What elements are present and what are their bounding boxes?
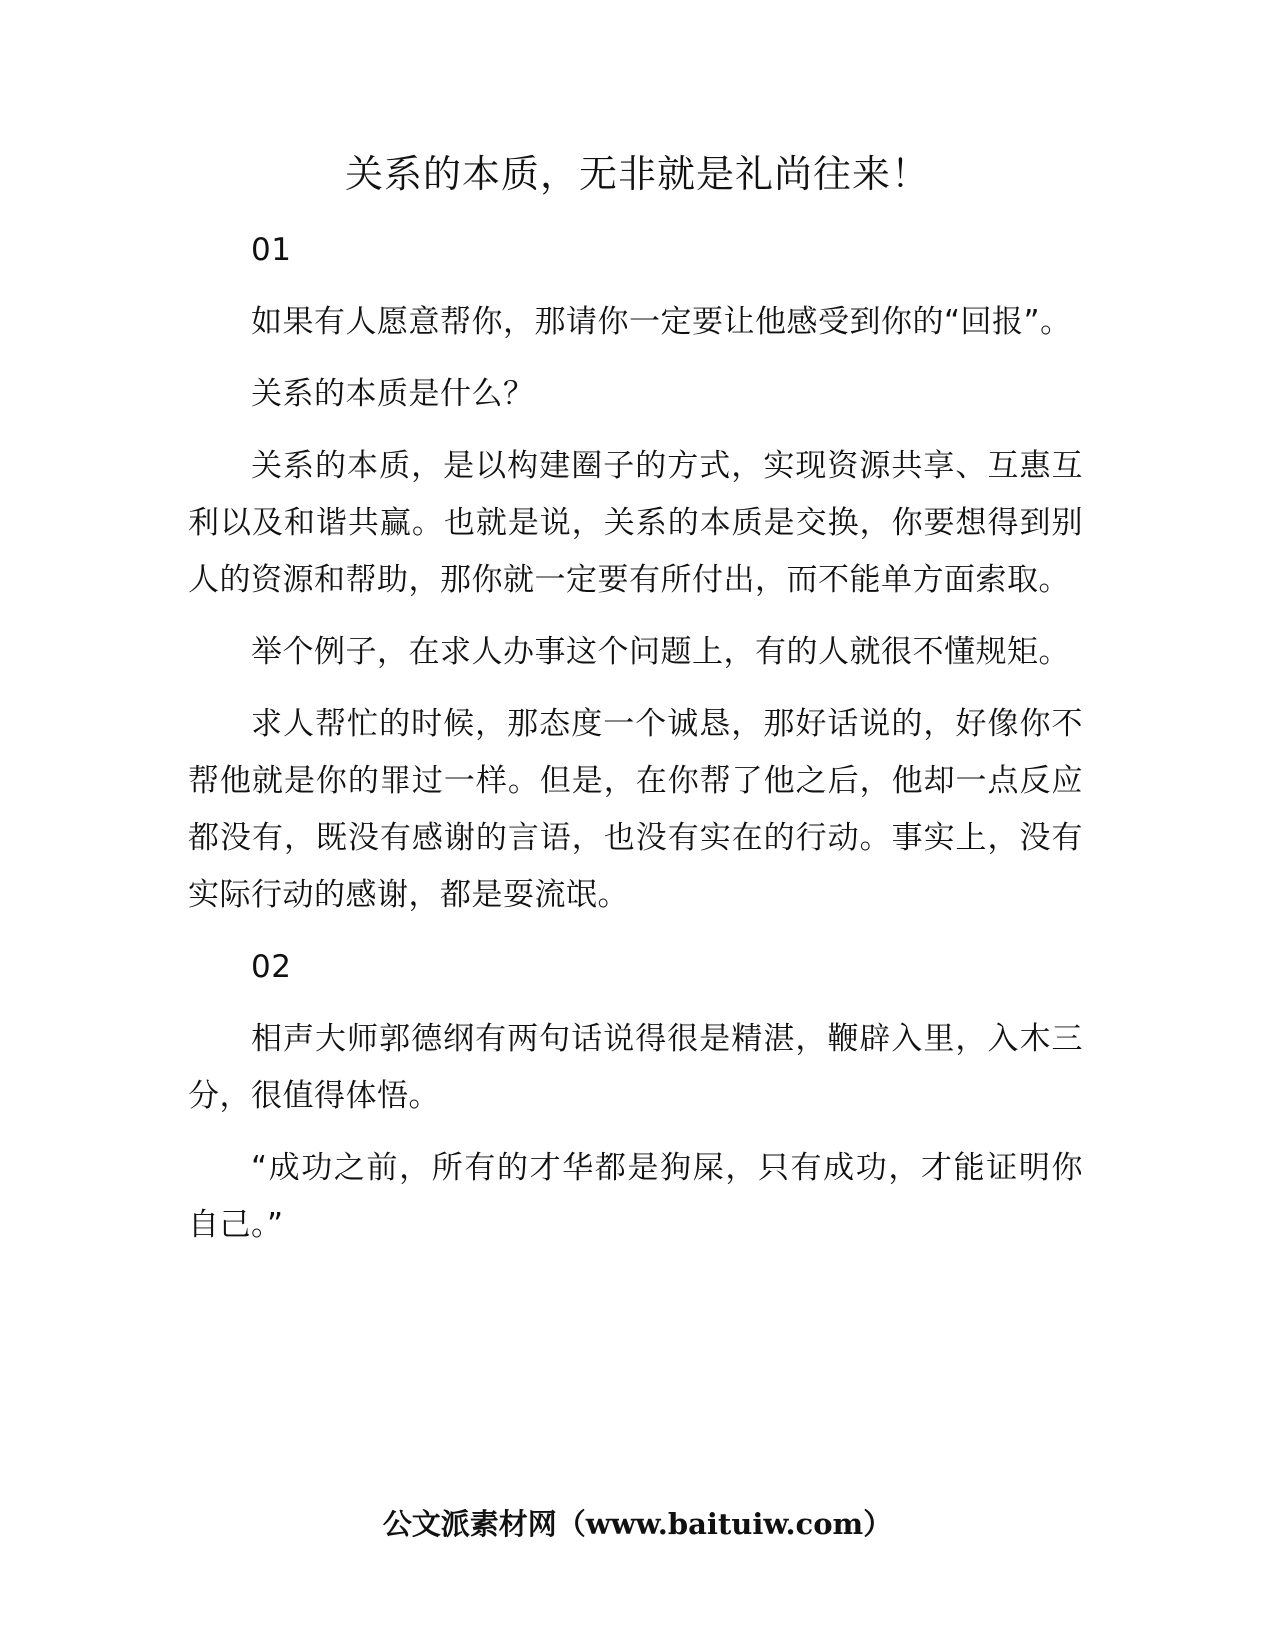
paragraph: 举个例子，在求人办事这个问题上，有的人就很不懂规矩。 bbox=[251, 634, 1070, 670]
section-number: 02 bbox=[251, 949, 292, 985]
page-footer: 公文派素材网（www.baituiw.com） bbox=[382, 1507, 893, 1541]
paragraph: 求人帮忙的时候，那态度一个诚恳，那好话说的，好像你不帮他就是你的罪过一样。但是，在你帮了他之后，他却一点反应都没有，既没有感谢的言语，也没有实在的行动。事实上，没有实际行动的感谢，都是耍流氓。 bbox=[188, 706, 1083, 913]
paragraph: 关系的本质是什么？ bbox=[251, 376, 535, 412]
document-title: 关系的本质，无非就是礼尚往来！ bbox=[344, 152, 930, 196]
paragraph: 关系的本质，是以构建圈子的方式，实现资源共享、互惠互利以及和谐共赢。也就是说，关系的本质是交换，你要想得到别人的资源和帮助，那你就一定要有所付出，而不能单方面索取。 bbox=[188, 448, 1083, 598]
paragraph: 相声大师郭德纲有两句话说得很是精湛，鞭辟入里，入木三分，很值得体悟。 bbox=[188, 1021, 1083, 1114]
paragraph: “成功之前，所有的才华都是狗屎，只有成功，才能证明你自己。” bbox=[188, 1150, 1083, 1243]
document-body bbox=[188, 222, 1083, 1269]
paragraph: 如果有人愿意帮你，那请你一定要让他感受到你的“回报”。 bbox=[251, 304, 1072, 340]
section-number: 01 bbox=[251, 232, 292, 268]
